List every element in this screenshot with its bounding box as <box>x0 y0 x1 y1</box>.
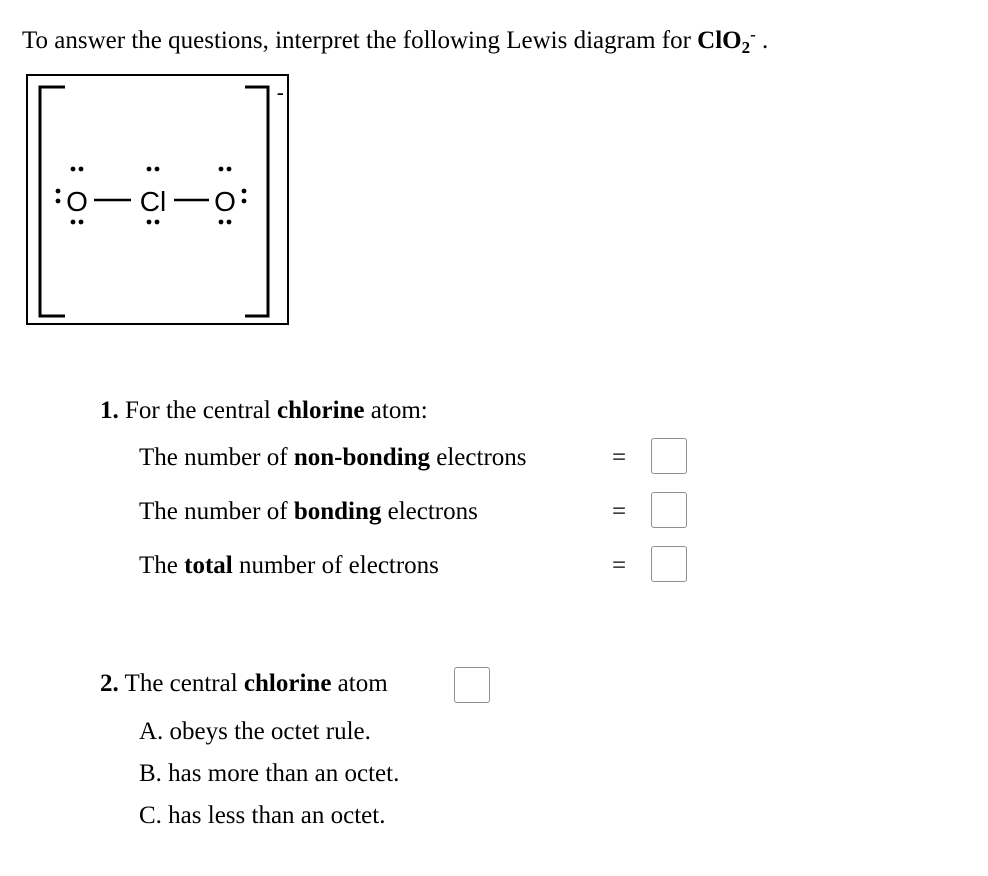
formula-subscript: 2 <box>741 38 751 57</box>
formula <box>697 25 756 57</box>
octet-input[interactable] <box>455 668 489 702</box>
q2-bold: chlorine <box>243 670 332 697</box>
question-1 <box>100 395 428 427</box>
octet-answer-box[interactable] <box>454 667 490 703</box>
row-text-post: electrons <box>430 444 527 471</box>
option-a: A. obeys the octet rule. <box>139 718 371 745</box>
option-c: C. has less than an octet. <box>139 802 386 829</box>
total-input[interactable] <box>652 547 686 581</box>
nonbonding-input[interactable] <box>652 439 686 473</box>
q2-number: 2. <box>100 670 119 697</box>
equals-sign: = <box>612 498 627 525</box>
ion-charge: - <box>276 80 284 105</box>
q2-text-pre: The central <box>118 670 244 697</box>
q2-text-post: atom <box>331 670 388 697</box>
row-text-post: electrons <box>381 498 478 525</box>
left-bracket <box>40 87 65 316</box>
row-text-bold: bonding <box>293 498 382 525</box>
intro-suffix: . <box>755 27 769 54</box>
equals-sign: = <box>612 552 627 579</box>
q1-number: 1. <box>100 397 119 424</box>
bonding-answer-box[interactable] <box>651 492 687 528</box>
q1-text-post: atom: <box>364 397 428 424</box>
formula-main: ClO <box>697 27 742 54</box>
row-text-pre: The number of <box>139 444 294 471</box>
equals-sign: = <box>612 444 627 471</box>
row-text-post: number of electrons <box>232 552 439 579</box>
q1-bold: chlorine <box>277 397 365 424</box>
left-oxygen: O <box>66 186 88 217</box>
nonbonding-answer-box[interactable] <box>651 438 687 474</box>
intro-prefix: To answer the questions, interpret the following Lewis diagram for <box>22 27 698 54</box>
formula-charge: - <box>750 25 756 44</box>
total-row-label <box>139 550 439 582</box>
nonbonding-row-label <box>139 442 527 474</box>
row-text-bold: total <box>184 552 233 579</box>
lewis-diagram <box>26 74 289 325</box>
lewis-structure-drawing <box>28 76 287 323</box>
option-b: B. has more than an octet. <box>139 760 400 787</box>
central-chlorine: Cl <box>139 186 167 217</box>
row-text-bold: non-bonding <box>293 444 431 471</box>
right-oxygen: O <box>214 186 236 217</box>
question-2 <box>100 668 388 700</box>
row-text-pre: The <box>139 552 185 579</box>
right-bracket <box>245 87 268 316</box>
total-answer-box[interactable] <box>651 546 687 582</box>
row-text-pre: The number of <box>139 498 294 525</box>
bonding-input[interactable] <box>652 493 686 527</box>
q1-text-pre: For the central <box>118 397 278 424</box>
bonding-row-label <box>139 496 478 528</box>
intro-text <box>22 24 768 58</box>
